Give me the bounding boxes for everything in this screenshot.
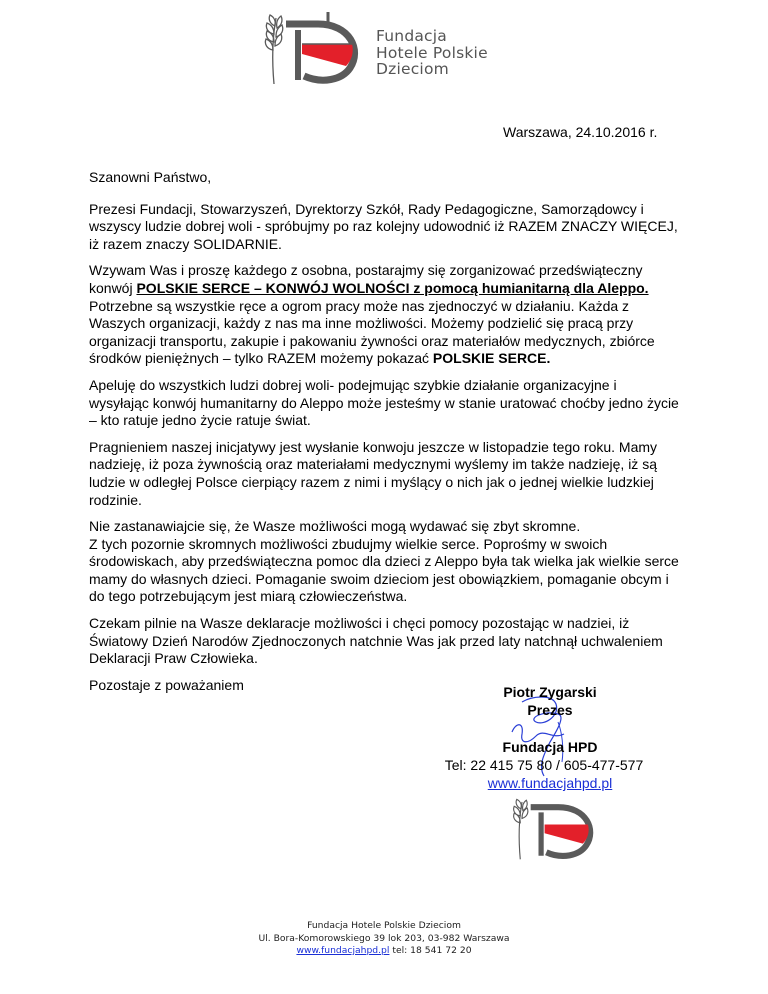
letter-body [89,169,679,703]
paragraph-5-line-1: Nie zastanawiajcie się, że Wasze możliwości mogą wydawać się zbyt skromne. [89,518,581,535]
footer-website-link[interactable]: www.fundacjahpd.pl [296,945,390,956]
convoy-highlight: POLSKIE SERCE – KONWÓJ WOLNOŚCI z pomocą humianitarną dla Aleppo. [136,279,649,296]
paragraph-2 [89,262,679,368]
letter-date: Warszawa, 24.10.2016 r. [503,124,658,140]
logo-text-line: Fundacja [376,27,447,45]
signer-name: Piotr Zygarski [503,684,597,700]
signer-role: Prezes [527,702,573,719]
foundation-logo [258,10,518,86]
signature-block [420,683,680,792]
paragraph-1: Prezesi Fundacji, Stowarzyszeń, Dyrektorzy Szkół, Rady Pedagogiczne, Samorządowcy i wszyscy ludzie dobrej woli - spróbujmy po raz kolejny udowodnić iż RAZEM ZNACZY WIĘCEJ, iż razem znaczy SOLIDARNIE. [89,200,678,252]
footer-org-name: Fundacja Hotele Polskie Dzieciom [307,920,461,931]
heart-wheat-logo-icon [258,10,370,86]
footer-address: Ul. Bora-Komorowskiego 39 lok 203, 03-982 Warszawa [258,932,510,944]
paragraph-3: Apeluję do wszystkich ludzi dobrej woli- podejmując szybkie działanie organizacyjne i wysyłając konwój humanitarny do Aleppo może jesteśmy w stanie uratować choćby jedno życie – kto ratuje jedno życie ratuje świat. [89,376,679,429]
page-footer [0,920,768,958]
footer-phone: tel: 18 541 72 20 [389,945,472,956]
website-link[interactable]: www.fundacjahpd.pl [487,775,613,792]
logo-text-line: Hotele Polskie [376,43,488,62]
heart-wheat-stamp-icon [505,795,605,861]
logo-text-line: Dzieciom [376,60,449,78]
paragraph-5 [89,518,679,606]
closing: Pozostaje z poważaniem [89,676,244,693]
paragraph-2-text-b: Potrzebne są wszystkie ręce a ogrom pracy może nas zjednoczyć w działaniu. Każda z Waszych organizacji, każdy z nas ma inne możliwości. Możemy podzielić się pracą przy organizacji transportu, zakupie i pakowaniu żywności oraz materiałów medycznych, zbiórce środków pieniężnych – tylko RAZEM możemy pokazać [89,297,655,367]
paragraph-2-text-a: Wzywam Was i proszę każdego z osobna, postarajmy się zorganizować przedświąteczny konwój [89,262,643,296]
polskie-serce-bold: POLSKIE SERCE. [432,350,551,367]
greeting: Szanowni Państwo, [89,169,212,185]
phone-number: Tel: 22 415 75 80 / 605-477-577 [444,756,644,773]
signer-organization: Fundacja HPD [502,738,598,755]
paragraph-4: Pragnieniem naszej inicjatywy jest wysłanie konwoju jeszcze w listopadzie tego roku. Mamy nadzieję, iż poza żywnością oraz materiałami medycznymi wyślemy im także nadzieję, iż są ludzie w odległej Polsce cierpiący razem z nimi i myślący o nich jak o jednej wielkie ludzkiej rodzinie. [89,438,658,508]
paragraph-6: Czekam pilnie na Wasze deklaracje możliwości i chęci pomocy pozostając w nadziei, iż Światowy Dzień Narodów Zjednoczonych natchnie Was jak przed laty natchnął uchwaleniem Deklaracji Praw Człowieka. [89,615,663,667]
paragraph-5-line-2: Z tych pozornie skromnych możliwości zbudujmy wielkie serce. Poprośmy w swoich środowiskach, aby przedświąteczna pomoc dla dzieci z Aleppo była tak wielka jak wielkie serce mamy do własnych dzieci. Pomaganie swoim dzieciom jest obowiązkiem, pomaganie obcym i do tego potrzebującym jest miarą człowieczeństwa. [89,535,679,605]
